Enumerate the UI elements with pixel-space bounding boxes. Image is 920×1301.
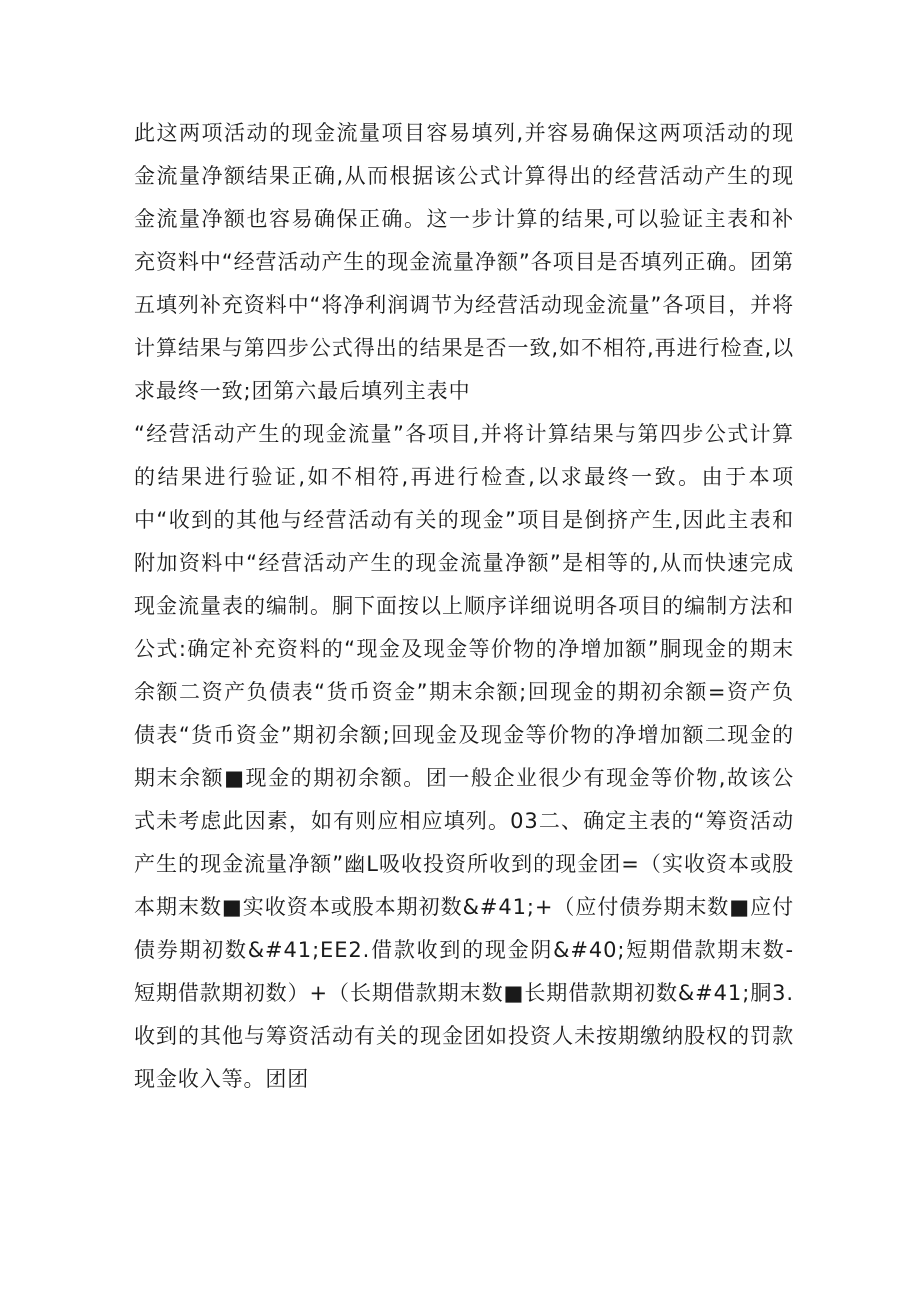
paragraph-2: “经营活动产生的现金流量”各项目,并将计算结果与第四步公式计算的结果进行验证,如不相符,再进行检查,以求最终一致。由于本项中“收到的其他与经营活动有关的现金”项目是倒挤产生,因此主表和附加资料中“经营活动产生的现金流量净额”是相等的,从而快速完成现金流量表的编制。胴下面按以上顺序详细说明各项目的编制方法和公式:确定补充资料的“现金及现金等价物的净增加额”胴现金的期末余额二资产负债表“货币资金”期末余额;回现金的期初余额=资产负债表“货币资金”期初余额;回现金及现金等价物的净增加额二现金的期末余额■现金的期初余额。团一般企业很少有现金等价物,故该公式未考虑此因素，如有则应相应填列。03二、确定主表的“筹资活动产生的现金流量净额”幽L吸收投资所收到的现金团=（实收资本或股本期末数■实收资本或股本期初数&#41;+（应付债券期末数■应付债券期初数&#41;EE2.借款收到的现金阴&#40;短期借款期末数-短期借款期初数）+（长期借款期末数■长期借款期初数&#41;胴3.收到的其他与筹资活动有关的现金团如投资人未按期缴纳股权的罚款现金收入等。团团 bbox=[134, 422, 794, 1091]
paragraph-1: 此这两项活动的现金流量项目容易填列,并容易确保这两项活动的现金流量净额结果正确,从而根据该公式计算得出的经营活动产生的现金流量净额也容易确保正确。这一步计算的结果,可以验证主表和补充资料中“经营活动产生的现金流量净额”各项目是否填列正确。团第五填列补充资料中“将净利润调节为经营活动现金流量”各项目，并将计算结果与第四步公式得出的结果是否一致,如不相符,再进行检查,以求最终一致;团第六最后填列主表中 bbox=[134, 121, 794, 403]
document-body bbox=[134, 112, 794, 1101]
